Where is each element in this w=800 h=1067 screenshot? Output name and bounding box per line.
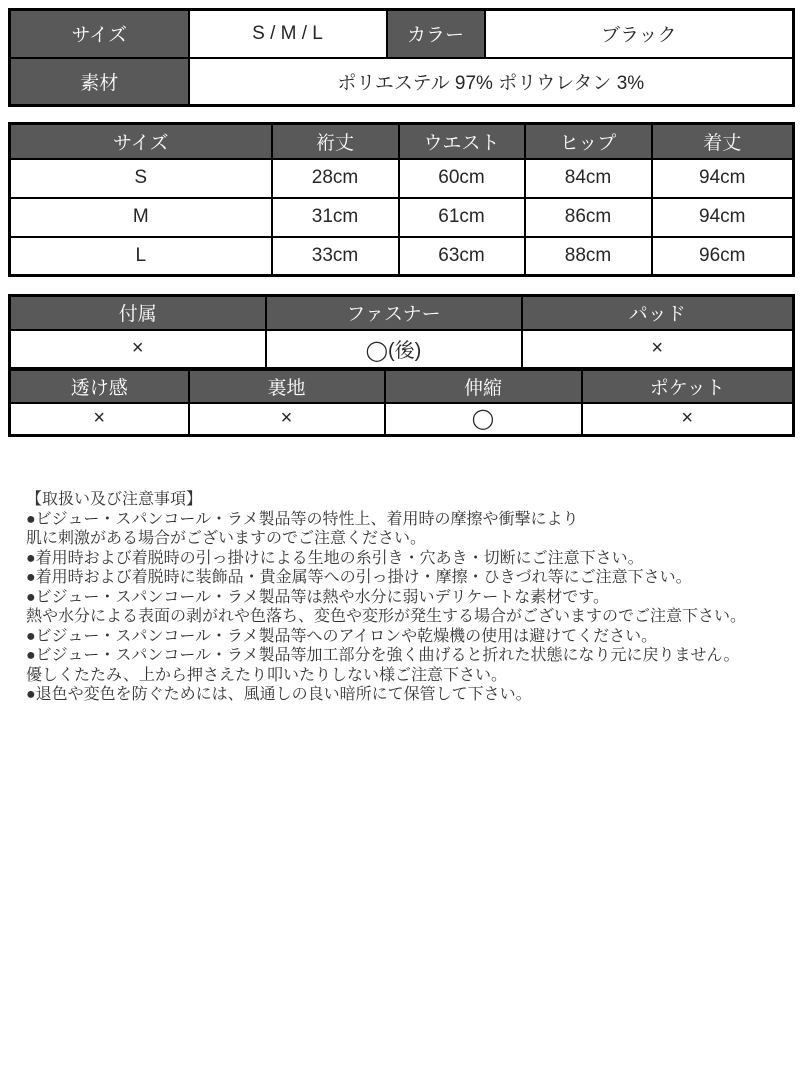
features-b-header-row <box>10 370 794 403</box>
header-cell-size: サイズ <box>10 124 272 159</box>
measurement-cell: 61cm <box>399 198 525 237</box>
measurement-row-s <box>10 159 794 198</box>
pad-value-cell: × <box>522 330 794 369</box>
sheer-value-cell: × <box>10 403 189 436</box>
features-b-value-row <box>10 403 794 436</box>
header-cell-sheer: 透け感 <box>10 370 189 403</box>
features-a-value-row <box>10 330 794 369</box>
table-row <box>10 10 794 58</box>
measurement-cell: 96cm <box>652 237 794 276</box>
features-a-header-row <box>10 296 794 330</box>
care-note-line: ●ビジュー・スパンコール・ラメ製品等の特性上、着用時の摩擦や衝撃により <box>26 510 579 528</box>
care-note-line: ●ビジュー・スパンコール・ラメ製品等は熱や水分に弱いデリケートな素材です。 <box>26 588 609 606</box>
header-cell-waist: ウエスト <box>399 124 525 159</box>
measurement-cell: S <box>10 159 272 198</box>
measurement-cell: M <box>10 198 272 237</box>
measurement-cell: 60cm <box>399 159 525 198</box>
header-cell-accessory: 付属 <box>10 296 266 330</box>
stretch-value-cell: ◯ <box>385 403 582 436</box>
care-note-line: ●退色や変色を防ぐためには、風通しの良い暗所にて保管して下さい。 <box>26 686 532 703</box>
header-cell-stretch: 伸縮 <box>385 370 582 403</box>
measurement-cell: 94cm <box>652 159 794 198</box>
care-note-line: ●ビジュー・スパンコール・ラメ製品等加工部分を強く曲げると折れた状態になり元に戻りません。 <box>26 647 740 664</box>
care-note-line: ●着用時および着脱時に装飾品・貴金属等への引っ掛け・摩擦・ひきづれ等にご注意下さい。 <box>26 569 692 586</box>
fastener-value-cell: ◯(後) <box>266 330 522 369</box>
size-value-cell: S / M / L <box>189 10 387 58</box>
care-note-line: 肌に刺激がある場合がございますのでご注意ください。 <box>26 530 427 547</box>
features-table-a <box>8 294 795 370</box>
measurement-row-m <box>10 198 794 237</box>
features-table-b <box>8 368 795 437</box>
measurement-cell: 88cm <box>525 237 652 276</box>
table-row <box>10 58 794 106</box>
header-cell-hip: ヒップ <box>525 124 652 159</box>
measurement-cell: 63cm <box>399 237 525 276</box>
header-cell-yuki: 裄丈 <box>272 124 399 159</box>
measurements-table <box>8 122 795 277</box>
measurement-row-l <box>10 237 794 276</box>
header-cell-length: 着丈 <box>652 124 794 159</box>
color-label-cell: カラー <box>387 10 485 58</box>
measurement-cell: 33cm <box>272 237 399 276</box>
measurement-cell: 86cm <box>525 198 652 237</box>
material-value-cell: ポリエステル 97% ポリウレタン 3% <box>189 58 794 106</box>
care-note-line: ●着用時および着脱時の引っ掛けによる生地の糸引き・穴あき・切断にご注意下さい。 <box>26 549 644 567</box>
measurements-header-row <box>10 124 794 159</box>
header-cell-lining: 裏地 <box>189 370 385 403</box>
measurement-cell: 31cm <box>272 198 399 237</box>
accessory-value-cell: × <box>10 330 266 369</box>
care-note-line: 優しくたたみ、上から押さえたり叩いたりしない様ご注意下さい。 <box>26 666 507 684</box>
lining-value-cell: × <box>189 403 385 436</box>
measurement-cell: 94cm <box>652 198 794 237</box>
material-label-cell: 素材 <box>10 58 189 106</box>
header-cell-fastener: ファスナー <box>266 296 522 330</box>
color-value-cell: ブラック <box>485 10 794 58</box>
header-cell-pocket: ポケット <box>582 370 794 403</box>
care-notes <box>26 490 782 705</box>
size-label-cell: サイズ <box>10 10 189 58</box>
pocket-value-cell: × <box>582 403 794 436</box>
product-summary-table <box>8 8 795 107</box>
measurement-cell: 28cm <box>272 159 399 198</box>
care-note-line: ●ビジュー・スパンコール・ラメ製品等へのアイロンや乾燥機の使用は避けてください。 <box>26 627 658 645</box>
header-cell-pad: パッド <box>522 296 794 330</box>
care-note-line: 熱や水分による表面の剥がれや色落ち、変色や変形が発生する場合がございますのでご注意下さい。 <box>26 608 747 625</box>
care-notes-title: 【取扱い及び注意事項】 <box>26 491 203 508</box>
measurement-cell: 84cm <box>525 159 652 198</box>
measurement-cell: L <box>10 237 272 276</box>
